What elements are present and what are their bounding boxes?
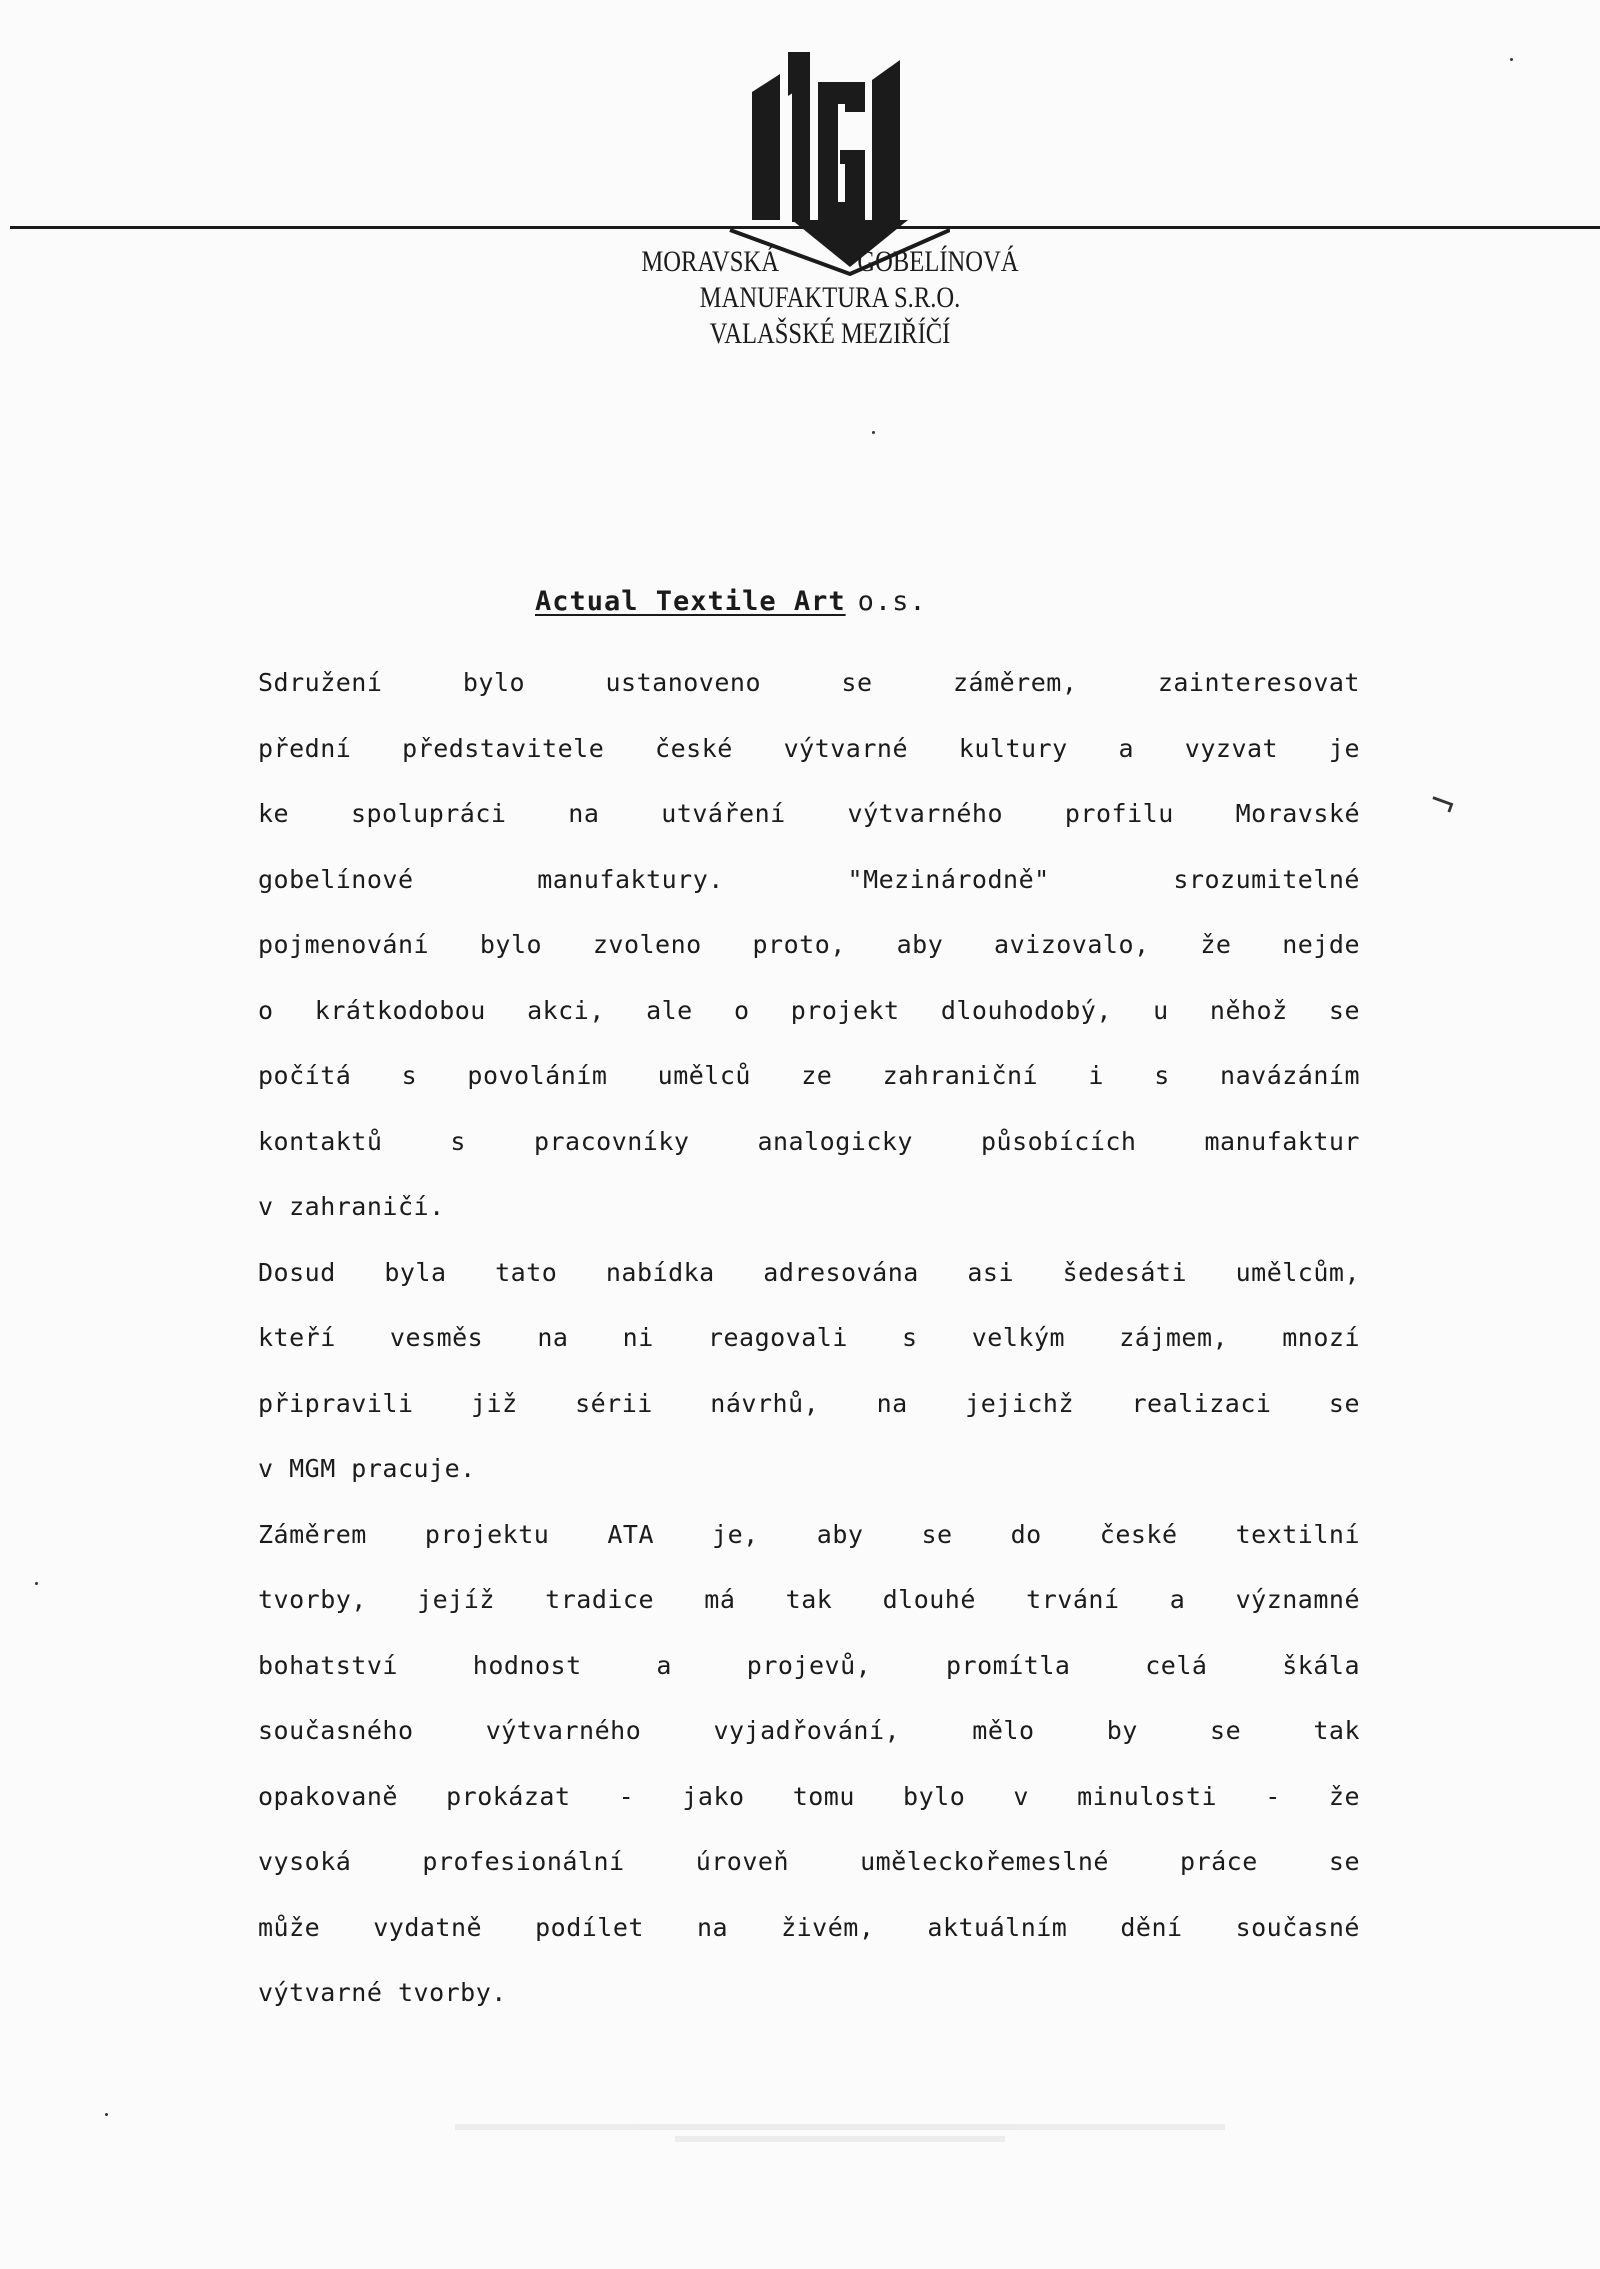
text-line: připravili již sérii návrhů, na jejichž realizaci se [258,1388,1360,1418]
company-city: VALAŠSKÉ MEZIŘÍČÍ [709,317,951,350]
text-line: pojmenování bylo zvoleno proto, aby avizovalo, že nejde [258,930,1360,959]
text-line: o krátkodobou akci, ale o projekt dlouhodobý, u něhož se [258,995,1360,1025]
text-line: kontaktů s pracovníky analogicky působících manufaktur [258,1126,1360,1156]
paragraph-3 [258,1502,1360,2026]
text-line: Dosud byla tato nabídka adresována asi šedesáti umělcům, [258,1257,1360,1287]
document-body [258,650,1360,2026]
company-name-right: GOBELÍNOVÁ [857,245,1019,278]
text-line: v zahraničí. [258,1192,445,1221]
text-line: může vydatně podílet na živém, aktuálním dění současné [258,1912,1360,1942]
text-line: současného výtvarného vyjadřování, mělo by se tak [258,1716,1360,1745]
text-line: Sdružení bylo ustanoveno se záměrem, zainteresovat [258,668,1360,697]
scan-speck [35,1582,38,1585]
text-line: tvorby, jejíž tradice má tak dlouhé trvání a významné [258,1585,1360,1614]
paragraph-1 [258,650,1360,1240]
text-line: kteří vesměs na ni reagovali s velkým zájmem, mnozí [258,1323,1360,1352]
document-title [535,586,927,617]
company-legal-name: MANUFAKTURA S.R.O. [699,281,961,314]
scan-speck [1510,58,1513,61]
bleed-through-footer [290,2118,1390,2158]
text-line: vysoká profesionální úroveň uměleckořemeslné práce se [258,1847,1360,1876]
scan-speck [105,2113,108,2116]
text-line: opakovaně prokázat - jako tomu bylo v minulosti - že [258,1781,1360,1811]
text-line: bohatství hodnost a projevů, promítla celá škála [258,1650,1360,1680]
text-line: v MGM pracuje. [258,1454,476,1483]
text-line: přední představitele české výtvarné kultury a vyzvat je [258,733,1360,763]
paragraph-2 [258,1240,1360,1502]
text-line: gobelínové manufaktury. "Mezinárodně" srozumitelné [258,864,1360,894]
company-name-line [641,244,1018,280]
title-main: Actual Textile Art [535,586,846,617]
company-name-left: MORAVSKÁ [641,245,780,278]
letterhead-rule [10,226,1600,229]
company-address [641,244,1018,352]
text-line: ke spolupráci na utváření výtvarného profilu Moravské [258,799,1360,828]
handwritten-check-mark-icon: ¬ [1422,779,1463,827]
text-line: výtvarné tvorby. [258,1978,507,2007]
title-suffix: o.s. [857,586,927,617]
text-line: počítá s povoláním umělců ze zahraniční i s navázáním [258,1061,1360,1090]
text-line: Záměrem projektu ATA je, aby se do české textilní [258,1519,1360,1549]
scan-speck [872,431,875,434]
